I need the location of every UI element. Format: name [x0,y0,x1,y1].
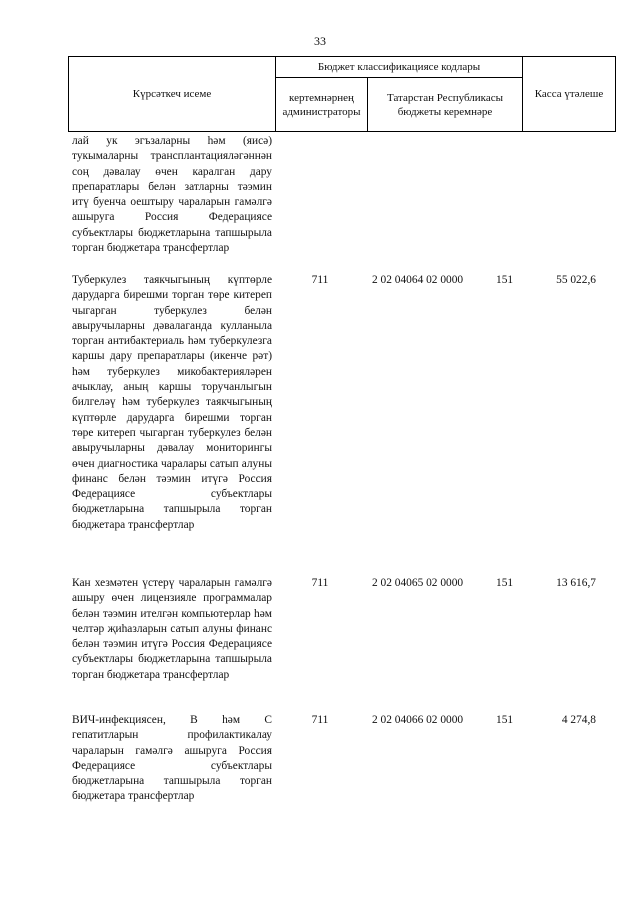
header-revenue: Татарстан Республикасы бюджеты керемнәре [367,77,523,132]
header-cash-execution: Касса үтәлеше [522,56,616,132]
row-admin-2: 711 [311,577,329,589]
row-admin-3: 711 [311,714,329,726]
row-name-3: ВИЧ-инфекциясен, В һәм С гепатитларын профилактикалау чараларын гамәлгә ашыруга Россия Федерациясе субъектлары бюджетларына тапшырыла торган бюджетара трансфертлар [72,714,272,803]
row-name-0: лай ук эгъзаларны һәм (яисә) тукымаларны трансплантацияләгәннән соң дәвалау өчен каралган дару препаратлары белән затларны тәэмин итү буенча оештыру чараларын гамәлгә ашыруга Россия Федерациясе субъектлары бюджетларына тапшырыла торган бюджетара трансфертлар [72,135,272,255]
row-code-3: 2 02 04066 02 0000 [372,714,464,726]
row-name-2: Кан хезмәтен үстерү чараларын гамәлгә ашыру өчен лицензияле программалар белән тәэмин ителгән компьютерлар һәм челтәр җиһазларын сатып алуны финанс белән тәэмин итүгә Россия Федерациясе субъектлары бюджетларына тапшырыла торган бюджетара трансфертлар [72,577,272,681]
row-admin-1: 711 [311,274,329,286]
header-administrator: кертемнәрнең администраторы [275,77,368,132]
row-amount-3: 4 274,8 [561,714,596,726]
row-suffix-2: 151 [496,577,514,589]
row-suffix-1: 151 [496,274,514,286]
row-code-2: 2 02 04065 02 0000 [372,577,464,589]
row-code-1: 2 02 04064 02 0000 [372,274,464,286]
row-amount-1: 55 022,6 [556,274,596,286]
row-name-1: Туберкулез таякчыгының күптөрле дарударга бирешми торган төре китереп чыгарган туберкулез белән авыручыларны дәвалаганда кулланыла торган антибактериаль һәм туберкулезга каршы дару препаратлары (икенче рәт) һәм туберкулез микобактерияләрен ачыклау, аның каршы торучанлыгын билгеләү һәм туберкулез таякчыгының күптөрле дарударга бирешми торган төре китереп чыгарган туберкулез белән авыручыларны дәвалау мониторингы өчен диагностика чаралары сатып алуны финанс белән тәэмин итүгә Россия Федерациясе субъектлары бюджетларына тапшырыла торган бюджетара трансфертлар [72,274,272,531]
row-suffix-3: 151 [496,714,514,726]
header-indicator-name: Күрсәткеч исеме [68,56,276,132]
row-amount-2: 13 616,7 [556,577,596,589]
page-number: 33 [314,34,326,48]
header-budget-codes: Бюджет классификациясе кодлары [275,56,523,78]
